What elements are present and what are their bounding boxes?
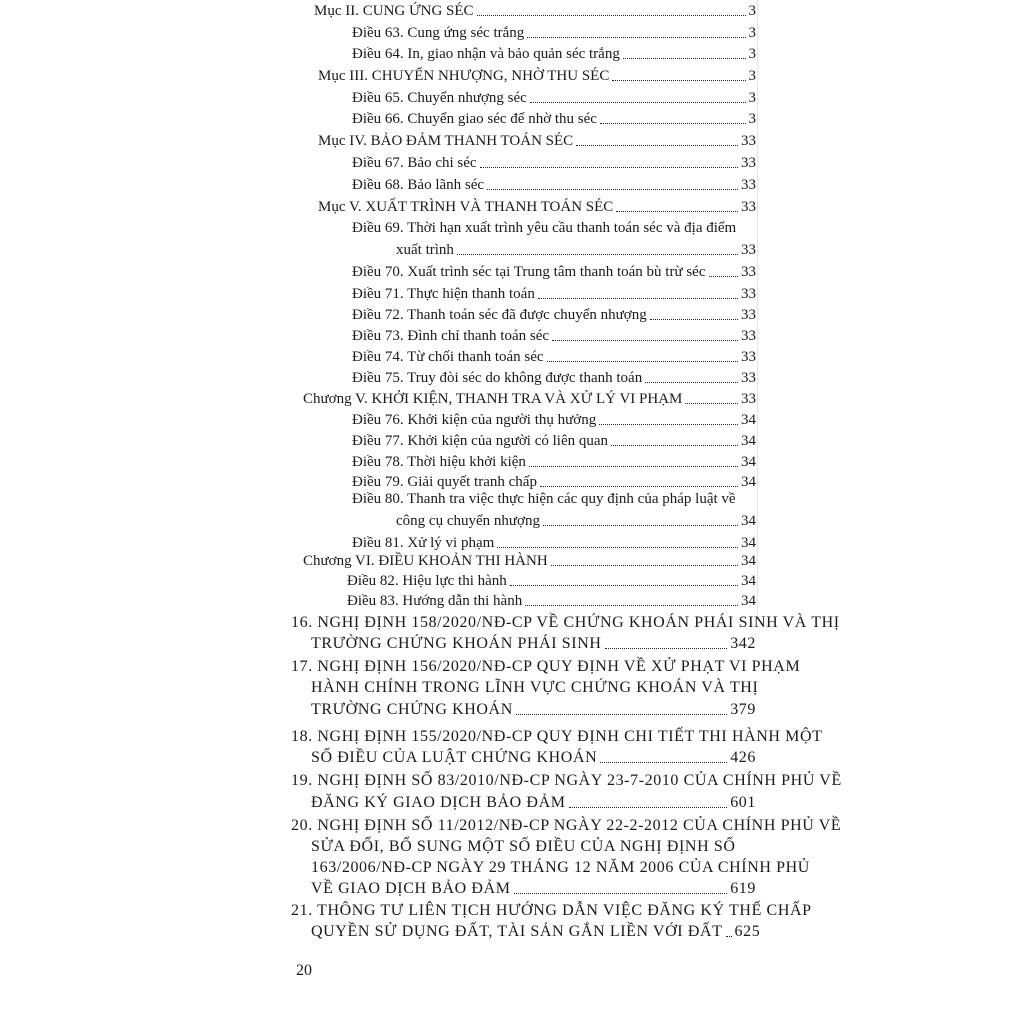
- toc-item: [311, 635, 756, 653]
- toc-entry-title: Điều 63. Cung ứng séc trắng: [352, 25, 525, 41]
- toc-entry: [396, 241, 756, 259]
- toc-entry: [347, 592, 756, 610]
- dot-leader: [685, 403, 738, 404]
- toc-entry-title: Điều 76. Khởi kiện của người thụ hưởng: [352, 412, 597, 428]
- toc-item-line: 16. NGHỊ ĐỊNH 158/2020/NĐ-CP VỀ CHỨNG KHOÁN PHÁI SINH VÀ THỊ: [291, 614, 840, 631]
- dot-leader: [600, 123, 746, 124]
- toc-entry: [352, 534, 756, 552]
- toc-entry-title: Mục III. CHUYỂN NHƯỢNG, NHỜ THU SÉC: [318, 68, 610, 84]
- toc-entry: [396, 512, 756, 530]
- toc-entry-page: 33: [741, 155, 756, 171]
- toc-entry-title: Chương VI. ĐIỀU KHOẢN THI HÀNH: [303, 553, 548, 569]
- toc-entry-title: Điều 80. Thanh tra việc thực hiện các quy định của pháp luật về: [352, 491, 736, 507]
- toc-item: [311, 701, 756, 719]
- dot-leader: [514, 893, 728, 894]
- toc-entry-page: 33: [741, 328, 756, 344]
- toc-item-line: SỐ ĐIỀU CỦA LUẬT CHỨNG KHOÁN: [311, 749, 598, 766]
- toc-entry-title: Điều 82. Hiệu lực thi hành: [347, 573, 507, 589]
- toc-entry: [352, 45, 756, 63]
- toc-entry: [352, 154, 756, 172]
- toc-entry-page: 34: [741, 513, 756, 529]
- dot-leader: [487, 189, 738, 190]
- toc-entry-page: 3: [748, 3, 756, 19]
- dot-leader: [529, 466, 738, 467]
- toc-entry-title: Điều 74. Từ chối thanh toán séc: [352, 349, 544, 365]
- toc-entry: [352, 306, 756, 324]
- dot-leader: [477, 15, 746, 16]
- toc-item-line: SỬA ĐỔI, BỔ SUNG MỘT SỐ ĐIỀU CỦA NGHỊ ĐỊNH SỐ: [311, 838, 736, 855]
- toc-item-line: 17. NGHỊ ĐỊNH 156/2020/NĐ-CP QUY ĐỊNH VỀ XỬ PHẠT VI PHẠM: [291, 658, 801, 675]
- dot-leader: [552, 340, 738, 341]
- toc-entry-page: 33: [741, 242, 756, 258]
- toc-entry-title: Điều 75. Truy đòi séc do không được thanh toán: [352, 370, 643, 386]
- toc-item-line: TRƯỜNG CHỨNG KHOÁN PHÁI SINH: [311, 635, 602, 652]
- toc-item-line: HÀNH CHÍNH TRONG LĨNH VỰC CHỨNG KHOÁN VÀ THỊ: [311, 679, 759, 696]
- dot-leader: [457, 254, 738, 255]
- toc-item: [311, 749, 756, 767]
- toc-entry: [352, 411, 756, 429]
- dot-leader: [516, 714, 727, 715]
- toc-entry-page: 34: [741, 553, 756, 569]
- toc-entry-title: Điều 67. Bảo chi séc: [352, 155, 477, 171]
- dot-leader: [599, 424, 738, 425]
- toc-entry: [352, 473, 756, 491]
- page-edge: [757, 0, 772, 620]
- toc-entry-page: 34: [741, 433, 756, 449]
- toc-entry-page: 33: [741, 349, 756, 365]
- toc-entry-page: 3: [748, 68, 756, 84]
- toc-entry: [352, 369, 756, 387]
- dot-leader: [525, 605, 738, 606]
- dot-leader: [480, 167, 738, 168]
- toc-entry: [352, 263, 756, 281]
- toc-entry-page: 3: [748, 90, 756, 106]
- toc-item-page: 625: [734, 923, 761, 940]
- toc-entry-title: Điều 70. Xuất trình séc tại Trung tâm thanh toán bù trừ séc: [352, 264, 706, 280]
- toc-item-line: ĐĂNG KÝ GIAO DỊCH BẢO ĐẢM: [311, 794, 566, 811]
- toc-entry: [352, 327, 756, 345]
- toc-item-page: 342: [730, 635, 756, 652]
- toc-item-page: 426: [730, 749, 756, 766]
- toc-entry-title: Điều 69. Thời hạn xuất trình yêu cầu thanh toán séc và địa điểm: [352, 220, 737, 236]
- toc-item-line: 20. NGHỊ ĐỊNH SỐ 11/2012/NĐ-CP NGÀY 22-2-2012 CỦA CHÍNH PHỦ VỀ: [291, 817, 842, 834]
- toc-entry-page: 33: [741, 199, 756, 215]
- toc-entry-title: Điều 68. Bảo lãnh séc: [352, 177, 485, 193]
- toc-entry-title: Điều 71. Thực hiện thanh toán: [352, 286, 535, 302]
- toc-entry-title: Điều 66. Chuyển giao séc để nhờ thu séc: [352, 111, 597, 127]
- dot-leader: [611, 445, 738, 446]
- toc-item-line: 163/2006/NĐ-CP NGÀY 29 THÁNG 12 NĂM 2006 CỦA CHÍNH PHỦ: [311, 859, 810, 876]
- toc-entry: [303, 390, 756, 408]
- toc-entry-title: Điều 79. Giải quyết tranh chấp: [352, 474, 537, 490]
- toc-entry: [352, 24, 756, 42]
- dot-leader: [650, 319, 738, 320]
- toc-entry-page: 3: [748, 25, 756, 41]
- toc-entry: [352, 453, 756, 471]
- dot-leader: [569, 807, 728, 808]
- toc-item-page: 379: [730, 701, 756, 718]
- dot-leader: [612, 80, 745, 81]
- toc-item-line: 18. NGHỊ ĐỊNH 155/2020/NĐ-CP QUY ĐỊNH CHI TIẾT THI HÀNH MỘT: [291, 728, 823, 745]
- toc-item: [311, 794, 756, 812]
- toc-entry-page: 3: [748, 46, 756, 62]
- dot-leader: [616, 211, 738, 212]
- toc-entry: [303, 552, 756, 570]
- dot-leader: [547, 361, 738, 362]
- dot-leader: [527, 37, 745, 38]
- dot-leader: [538, 298, 738, 299]
- toc-entry: [318, 67, 756, 85]
- dot-leader: [543, 525, 738, 526]
- toc-entry-page: 33: [741, 264, 756, 280]
- dot-leader: [540, 486, 738, 487]
- toc-entry: [352, 89, 756, 107]
- toc-entry-page: 34: [741, 535, 756, 551]
- toc-entry-title: Mục II. CUNG ỨNG SÉC: [314, 3, 474, 19]
- toc-entry-title: Điều 73. Đình chỉ thanh toán séc: [352, 328, 550, 344]
- toc-entry-page: 34: [741, 412, 756, 428]
- toc-entry-page: 34: [741, 593, 756, 609]
- toc-entry-page: 34: [741, 454, 756, 470]
- dot-leader: [551, 565, 738, 566]
- toc-item-line: 21. THÔNG TƯ LIÊN TỊCH HƯỚNG DẪN VIỆC ĐĂNG KÝ THẾ CHẤP: [291, 902, 812, 919]
- toc-item-line: TRƯỜNG CHỨNG KHOÁN: [311, 701, 513, 718]
- dot-leader: [600, 762, 727, 763]
- toc-entry-page: 33: [741, 133, 756, 149]
- toc-entry-title: Chương V. KHỞI KIỆN, THANH TRA VÀ XỬ LÝ VI PHẠM: [303, 391, 683, 407]
- dot-leader: [645, 382, 738, 383]
- toc-entry: [318, 198, 756, 216]
- toc-entry-title-cont: công cụ chuyển nhượng: [396, 513, 540, 529]
- toc-item: [311, 923, 761, 941]
- toc-entry-title: Điều 77. Khởi kiện của người có liên quan: [352, 433, 609, 449]
- toc-entry-page: 33: [741, 370, 756, 386]
- toc-entry: [352, 110, 756, 128]
- toc-entry-page: 33: [741, 177, 756, 193]
- toc-entry: [352, 176, 756, 194]
- dot-leader: [530, 102, 746, 103]
- toc-entry-page: 33: [741, 391, 756, 407]
- toc-entry-page: 3: [748, 111, 756, 127]
- toc-entry-title: Điều 72. Thanh toán séc đã được chuyển nhượng: [352, 307, 647, 323]
- dot-leader: [510, 585, 738, 586]
- toc-item-page: 619: [730, 880, 756, 897]
- page-number: 20: [296, 962, 312, 979]
- toc-entry-title: Điều 78. Thời hiệu khởi kiện: [352, 454, 526, 470]
- toc-entry: [352, 348, 756, 366]
- toc-entry: [352, 285, 756, 303]
- toc-entry-page: 34: [741, 474, 756, 490]
- toc-entry-title: Điều 81. Xử lý vi phạm: [352, 535, 495, 551]
- dot-leader: [709, 276, 739, 277]
- toc-item-line: 19. NGHỊ ĐỊNH SỐ 83/2010/NĐ-CP NGÀY 23-7-2010 CỦA CHÍNH PHỦ VỀ: [291, 772, 842, 789]
- toc-item-line: QUYỀN SỬ DỤNG ĐẤT, TÀI SẢN GẮN LIỀN VỚI ĐẤT: [311, 923, 723, 940]
- dot-leader: [576, 145, 738, 146]
- dot-leader: [497, 547, 738, 548]
- toc-entry-title: Mục V. XUẤT TRÌNH VÀ THANH TOÁN SÉC: [318, 199, 614, 215]
- toc-entry-title: Điều 64. In, giao nhận và bảo quản séc trắng: [352, 46, 620, 62]
- toc-entry: [347, 572, 756, 590]
- toc-entry: [318, 132, 756, 150]
- toc-entry-page: 33: [741, 286, 756, 302]
- toc-entry-title: Điều 65. Chuyển nhượng séc: [352, 90, 527, 106]
- toc-entry-page: 34: [741, 573, 756, 589]
- toc-entry: [352, 432, 756, 450]
- dot-leader: [726, 936, 732, 937]
- dot-leader: [605, 648, 728, 649]
- toc-entry-title: Mục IV. BẢO ĐẢM THANH TOÁN SÉC: [318, 133, 574, 149]
- toc-entry-title-cont: xuất trình: [396, 242, 454, 258]
- toc-item: [311, 880, 756, 898]
- toc-entry-title: Điều 83. Hướng dẫn thi hành: [347, 593, 523, 609]
- toc-item-page: 601: [730, 794, 756, 811]
- toc-entry-page: 33: [741, 307, 756, 323]
- dot-leader: [623, 58, 746, 59]
- toc-entry: [314, 2, 756, 20]
- toc-item-line: VỀ GIAO DỊCH BẢO ĐẢM: [311, 880, 511, 897]
